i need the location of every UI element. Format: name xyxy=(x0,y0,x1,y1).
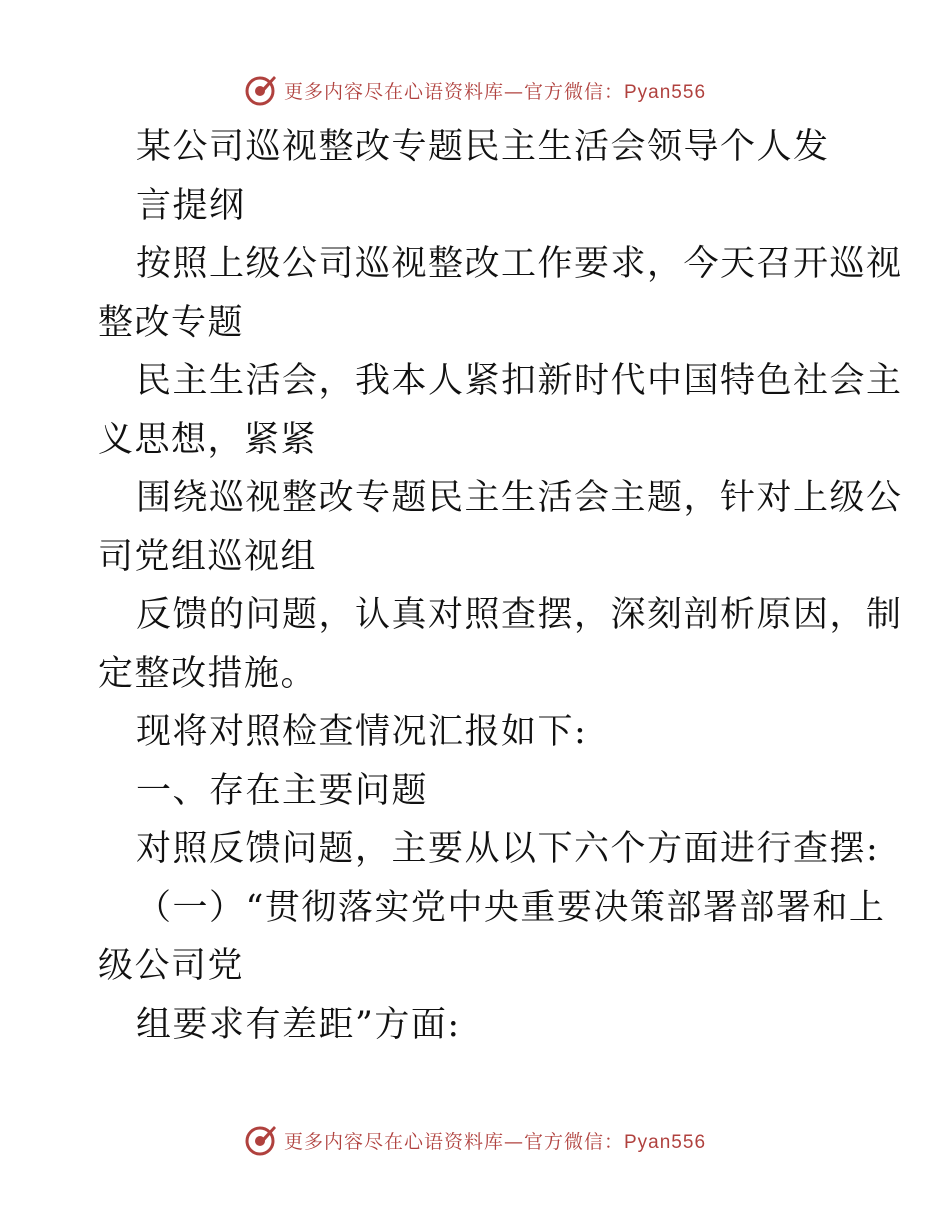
header-watermark xyxy=(0,70,950,110)
document-body xyxy=(98,118,903,1054)
paragraph-line: 围绕巡视整改专题民主生活会主题，针对上级公 xyxy=(136,478,903,518)
paragraph-line: （一）“贯彻落实党中央重要决策部署部署和上 xyxy=(136,887,886,928)
paragraph-line: 民主生活会，我本人紧扣新时代中国特色社会主 xyxy=(136,361,903,401)
paragraph-line: 级公司党 xyxy=(98,946,245,986)
quill-logo-icon xyxy=(244,73,278,107)
paragraph-line: 按照上级公司巡视整改工作要求，今天召开巡视 xyxy=(136,244,903,284)
quill-logo-icon xyxy=(244,1123,278,1157)
paragraph-line: 整改专题 xyxy=(98,302,245,343)
paragraph-line: 组要求有差距”方面: xyxy=(136,1004,461,1045)
paragraph-line: 某公司巡视整改专题民主生活会领导个人发 xyxy=(136,127,830,167)
watermark-text: 更多内容尽在心语资料库—官方微信：Pyan556 xyxy=(283,1130,707,1153)
paragraph-line: 一、存在主要问题 xyxy=(136,770,429,811)
paragraph-line: 对照反馈问题，主要从以下六个方面进行查摆: xyxy=(136,829,880,869)
footer-watermark xyxy=(0,1120,950,1160)
paragraph-line: 现将对照检查情况汇报如下: xyxy=(136,712,588,752)
watermark-text: 更多内容尽在心语资料库—官方微信：Pyan556 xyxy=(283,80,707,103)
paragraph-line: 义思想，紧紧 xyxy=(98,419,318,460)
paragraph-line: 反馈的问题，认真对照查摆，深刻剖析原因，制 xyxy=(136,595,903,635)
paragraph-line: 司党组巡视组 xyxy=(98,536,318,577)
paragraph-line: 言提纲 xyxy=(136,185,246,226)
paragraph-line: 定整改措施。 xyxy=(98,653,318,694)
